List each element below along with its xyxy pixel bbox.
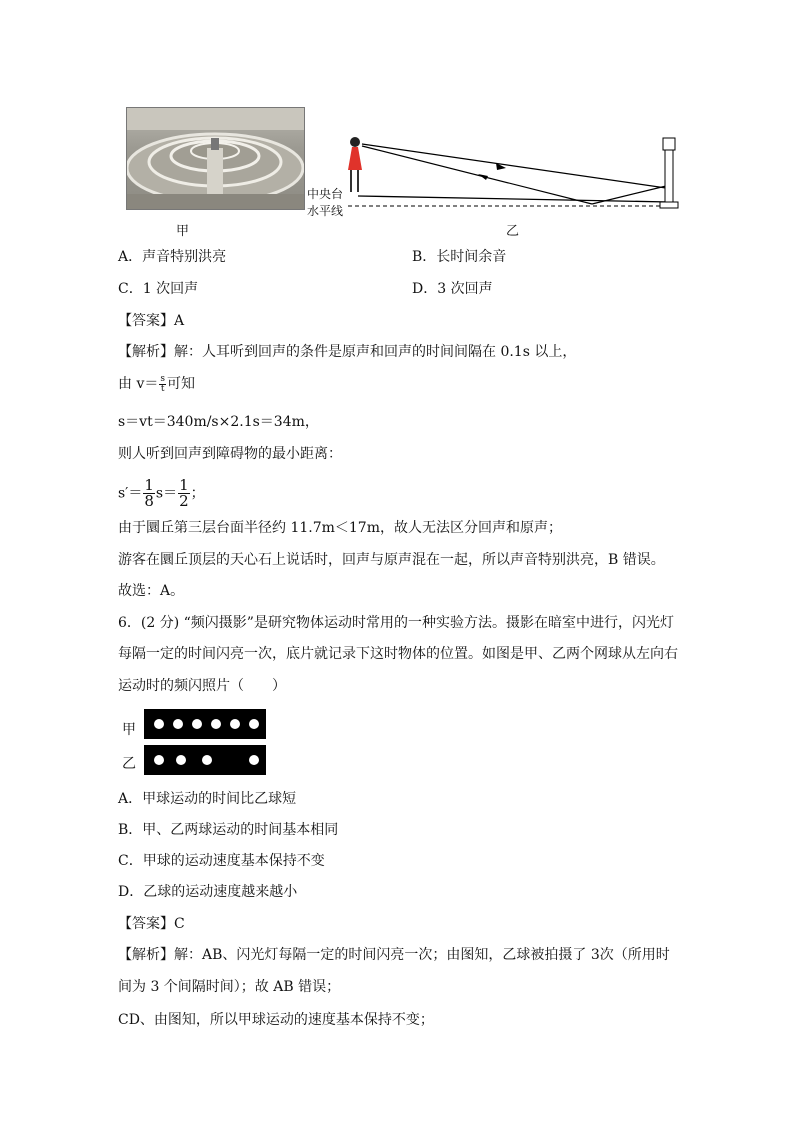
q6-option-d: D．乙球的运动速度越来越小 [118,884,298,900]
ball-dot [211,719,221,729]
caption-yi: 乙 [506,224,520,239]
caption-jia: 甲 [176,224,190,239]
q6-option-c: C．甲球的运动速度基本保持不变 [118,853,325,869]
q5-analysis-line5 [118,478,205,509]
strip-label-jia: 甲 [122,722,136,738]
q5-answer: 【答案】A [118,313,185,329]
echo-diagram [300,130,692,220]
formula-suffix: 可知 [166,376,195,392]
strobe-strip-jia [144,709,266,739]
q6-stem-line3: 运动时的频闪照片（ ） [118,678,286,694]
strobe-strip-yi [144,745,266,775]
fraction-denominator: t [160,383,165,394]
fraction-numerator: 1 [179,476,189,494]
ball-dot [154,719,164,729]
ball-dot [249,719,259,729]
q6-stem-line2: 每隔一定的时间闪亮一次，底片就记录下这时物体的位置。如图是甲、乙两个网球从左向右 [118,646,678,662]
formula5-prefix: s′＝ [118,485,143,502]
fraction-s-over-t [159,375,166,394]
fraction-numerator: 1 [144,476,154,494]
q5-analysis-line6: 由于圜丘第三层台面半径约 11.7m＜17m，故人无法区分回声和原声； [118,520,562,536]
altar-photo [126,107,305,210]
q6-stem-line1: 6．(2 分) “频闪摄影”是研究物体运动时常用的一种实验方法。摄影在暗室中进行，闪光灯 [118,615,674,631]
fraction-one-eighth [143,478,155,509]
ball-dot [192,719,202,729]
strip-label-yi: 乙 [122,756,136,772]
q5-analysis-line3: s＝vt＝340m/s×2.1s＝34m， [118,414,319,430]
fraction-one-half [178,478,190,509]
q6-option-a: A．甲球运动的时间比乙球短 [118,791,297,807]
q5-analysis-line2 [118,374,195,394]
ball-dot [249,755,259,765]
formula-prefix: 由 v＝ [118,376,159,392]
q5-analysis-line7: 游客在圜丘顶层的天心石上说话时，回声与原声混在一起，所以声音特别洪亮，B 错误。 [118,552,665,568]
q6-analysis-line2: 间为 3 个间隔时间）；故 AB 错误； [118,979,341,995]
formula5-suffix: ； [190,485,205,502]
label-horizontal-line: 水平线 [307,204,344,218]
q5-analysis-line1: 【解析】解：人耳听到回声的条件是原声和回声的时间间隔在 0.1s 以上， [118,344,577,360]
q5-analysis-line4: 则人听到回声到障碍物的最小距离： [118,446,342,462]
q5-option-c: C．1 次回声 [118,281,199,297]
ball-dot [154,755,164,765]
formula5-mid: s＝ [155,485,178,502]
ball-dot [202,755,212,765]
fraction-denominator: 8 [144,492,154,510]
q5-option-d: D．3 次回声 [412,281,493,297]
q5-option-b: B．长时间余音 [412,249,507,265]
ball-dot [230,719,240,729]
ball-dot [176,755,186,765]
q5-option-a: A．声音特别洪亮 [118,249,227,265]
q6-analysis-line1: 【解析】解：AB、闪光灯每隔一定的时间闪亮一次；由图知，乙球被拍摄了 3次（所用时 [118,947,670,963]
fraction-denominator: 2 [179,492,189,510]
q5-analysis-line8: 故选：A。 [118,583,185,599]
fraction-numerator: s [160,373,165,384]
q6-answer: 【答案】C [118,916,185,932]
q6-option-b: B．甲、乙两球运动的时间基本相同 [118,822,339,838]
ball-dot [173,719,183,729]
label-center-platform: 中央台 [307,187,344,201]
altar-photo-drawing [127,108,304,209]
q6-analysis-line3: CD、由图知，所以甲球运动的速度基本保持不变； [118,1012,434,1028]
